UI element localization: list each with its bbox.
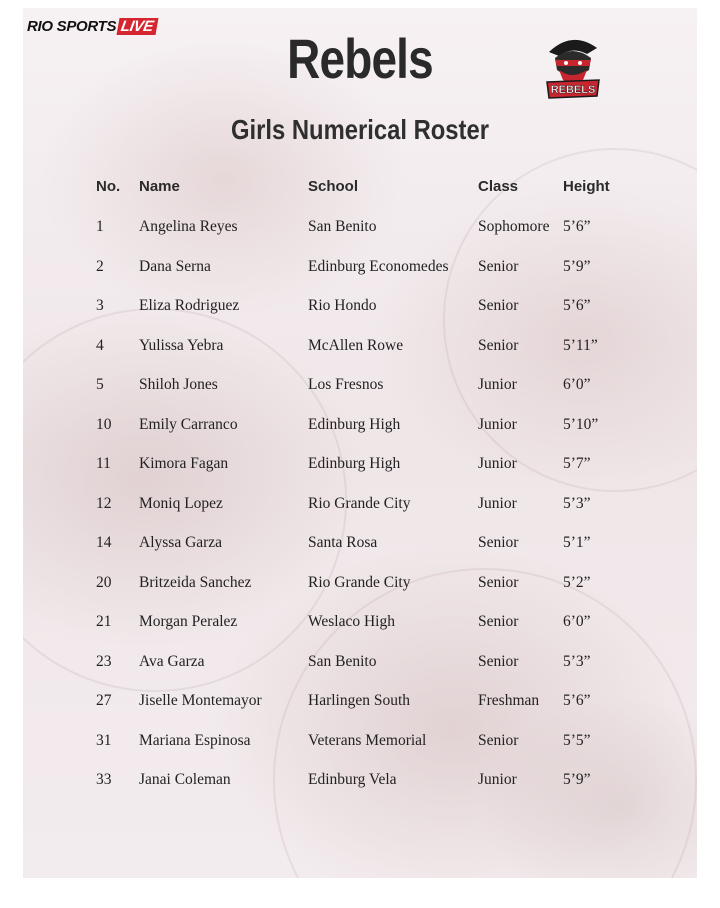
brand-live-badge: LIVE xyxy=(117,18,159,35)
player-class: Junior xyxy=(478,455,517,472)
player-name: Moniq Lopez xyxy=(139,494,223,512)
player-height: 5’9” xyxy=(563,771,591,788)
player-name: Emily Carranco xyxy=(139,415,238,433)
player-number: 27 xyxy=(96,692,112,709)
rebels-logo-text: REBELS xyxy=(550,84,596,96)
player-height: 5’9” xyxy=(563,257,591,275)
player-name: Morgan Peralez xyxy=(139,613,238,630)
player-class: Freshman xyxy=(478,692,540,709)
player-height: 5’7” xyxy=(563,455,591,472)
player-row xyxy=(23,416,697,440)
player-row xyxy=(23,574,697,598)
player-number: 21 xyxy=(96,613,112,630)
player-row xyxy=(23,455,697,479)
player-school: Harlingen South xyxy=(308,692,411,709)
player-school: Edinburg High xyxy=(308,455,401,472)
player-number: 4 xyxy=(96,336,104,354)
player-height: 6’0” xyxy=(563,376,591,393)
roster-subtitle: Girls Numerical Roster xyxy=(231,114,489,145)
player-school: Santa Rosa xyxy=(308,534,378,551)
player-height: 5’2” xyxy=(563,573,591,591)
player-name: Mariana Espinosa xyxy=(139,731,251,749)
player-school: Weslaco High xyxy=(308,613,395,630)
player-number: 20 xyxy=(96,573,112,591)
player-school: San Benito xyxy=(308,652,377,670)
player-school: Edinburg High xyxy=(308,415,401,433)
player-row xyxy=(23,297,697,321)
player-row xyxy=(23,692,697,716)
player-name: Alyssa Garza xyxy=(139,534,223,551)
page-title: Rebels xyxy=(287,27,433,90)
player-row xyxy=(23,771,697,795)
player-row xyxy=(23,534,697,558)
player-name: Eliza Rodriguez xyxy=(139,297,240,314)
player-height: 5’6” xyxy=(563,218,591,235)
player-class: Senior xyxy=(478,573,519,591)
header-class: Class xyxy=(478,178,519,195)
player-row xyxy=(23,258,697,282)
player-class: Senior xyxy=(478,297,519,314)
player-name: Britzeida Sanchez xyxy=(139,573,252,591)
player-school: San Benito xyxy=(308,218,377,235)
player-name: Ava Garza xyxy=(139,652,205,670)
player-height: 5’6” xyxy=(563,297,591,314)
player-number: 2 xyxy=(96,257,104,275)
player-class: Junior xyxy=(478,494,517,512)
player-name: Dana Serna xyxy=(139,257,211,275)
rebels-mascot-logo xyxy=(541,30,603,102)
player-number: 3 xyxy=(96,297,104,314)
player-class: Junior xyxy=(478,376,517,393)
player-name: Angelina Reyes xyxy=(139,218,238,235)
player-class: Junior xyxy=(478,771,517,788)
player-height: 5’3” xyxy=(563,494,591,512)
brand-rio-text: RIO SPORTS xyxy=(27,18,117,35)
player-class: Senior xyxy=(478,257,519,275)
player-class: Senior xyxy=(478,652,519,670)
player-row xyxy=(23,337,697,361)
header-school: School xyxy=(308,178,359,195)
player-class: Junior xyxy=(478,415,517,433)
player-school: Veterans Memorial xyxy=(308,731,427,749)
roster-page xyxy=(23,8,697,878)
player-number: 11 xyxy=(96,455,111,472)
player-height: 5’11” xyxy=(563,336,598,354)
player-number: 5 xyxy=(96,376,104,393)
header-name: Name xyxy=(139,178,180,195)
player-school: McAllen Rowe xyxy=(308,336,404,354)
player-number: 12 xyxy=(96,494,112,512)
player-school: Edinburg Economedes xyxy=(308,257,449,275)
player-row xyxy=(23,732,697,756)
player-name: Yulissa Yebra xyxy=(139,336,224,354)
player-class: Senior xyxy=(478,336,519,354)
player-row xyxy=(23,376,697,400)
player-number: 14 xyxy=(96,534,112,551)
player-row xyxy=(23,495,697,519)
player-class: Senior xyxy=(478,613,519,630)
header-height: Height xyxy=(563,178,610,195)
player-class: Senior xyxy=(478,731,519,749)
player-class: Sophomore xyxy=(478,218,550,235)
player-height: 5’3” xyxy=(563,652,591,670)
player-row xyxy=(23,218,697,242)
player-name: Shiloh Jones xyxy=(139,376,218,393)
player-height: 5’5” xyxy=(563,731,591,749)
player-school: Los Fresnos xyxy=(308,376,384,393)
player-school: Rio Grande City xyxy=(308,573,411,591)
player-school: Edinburg Vela xyxy=(308,771,397,788)
player-class: Senior xyxy=(478,534,519,551)
player-name: Janai Coleman xyxy=(139,771,231,788)
player-number: 23 xyxy=(96,652,112,670)
header-no: No. xyxy=(96,178,121,195)
player-number: 10 xyxy=(96,415,112,433)
player-number: 1 xyxy=(96,218,104,235)
player-number: 33 xyxy=(96,771,112,788)
player-row xyxy=(23,653,697,677)
player-height: 6’0” xyxy=(563,613,591,630)
player-school: Rio Hondo xyxy=(308,297,377,314)
player-number: 31 xyxy=(96,731,112,749)
player-name: Jiselle Montemayor xyxy=(139,692,262,709)
player-height: 5’10” xyxy=(563,415,599,433)
player-row xyxy=(23,613,697,637)
player-height: 5’6” xyxy=(563,692,591,709)
player-height: 5’1” xyxy=(563,534,591,551)
player-name: Kimora Fagan xyxy=(139,455,229,472)
roster-header-row xyxy=(23,178,697,202)
player-school: Rio Grande City xyxy=(308,494,411,512)
